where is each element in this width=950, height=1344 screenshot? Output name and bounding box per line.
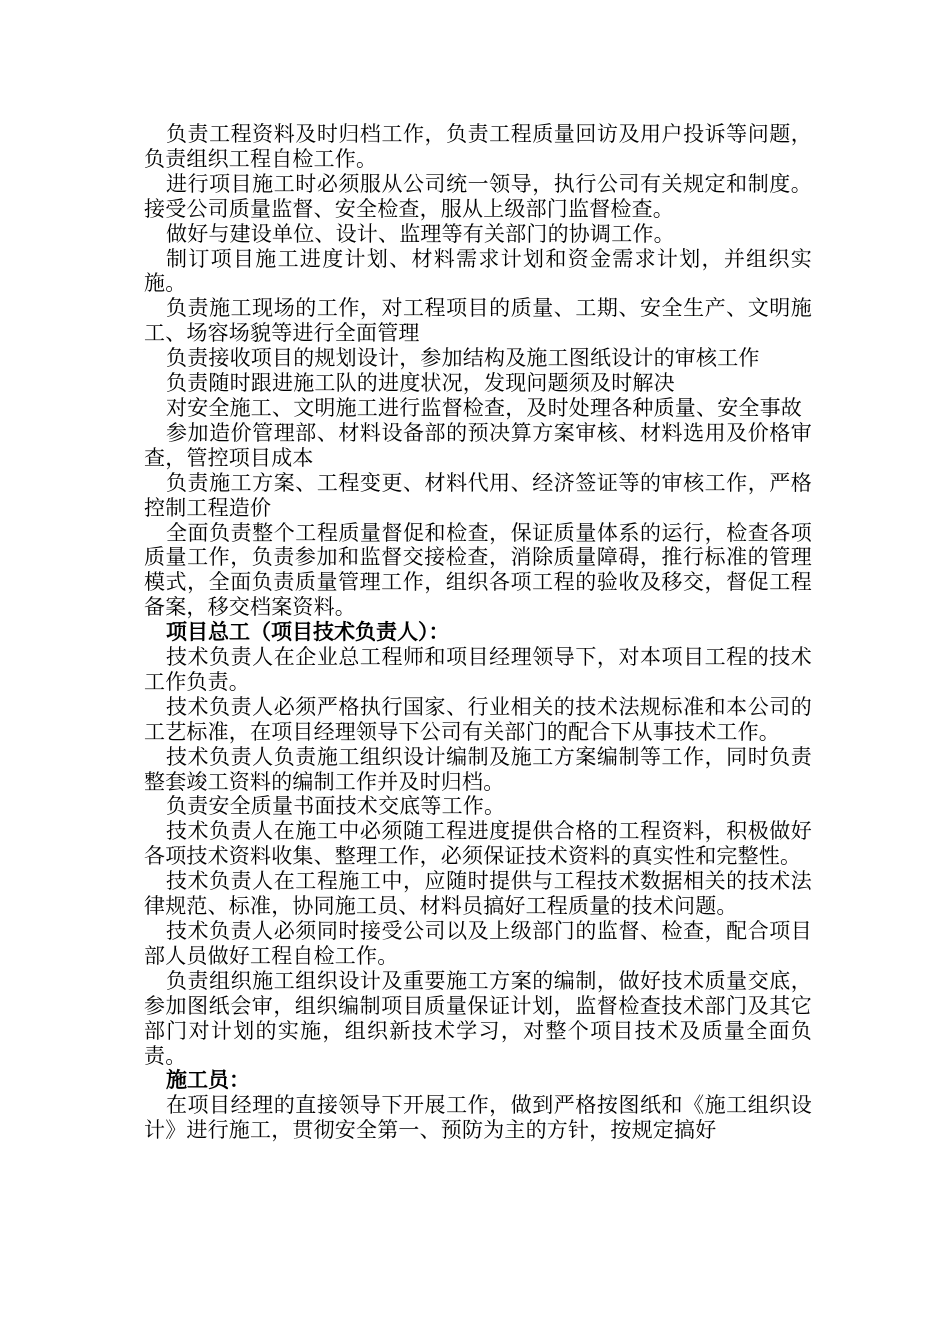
paragraph: 进行项目施工时必须服从公司统一领导，执行公司有关规定和制度。接受公司质量监督、安全检查，服从上级部门监督检查。: [144, 171, 812, 221]
paragraph: 负责随时跟进施工队的进度状况，发现问题须及时解决: [166, 371, 675, 396]
paragraph: 负责接收项目的规划设计，参加结构及施工图纸设计的审核工作: [166, 346, 760, 371]
paragraph: 技术负责人在企业总工程师和项目经理领导下，对本项目工程的技术工作负责。: [144, 645, 812, 694]
section-heading-chief-engineer: 项目总工（项目技术负责人）：: [166, 620, 450, 645]
paragraph: 参加造价管理部、材料设备部的预决算方案审核、材料选用及价格审查，管控项目成本: [144, 420, 812, 470]
paragraph: 技术负责人在施工中必须随工程进度提供合格的工程资料，积极做好各项技术资料收集、整理工作，必须保证技术资料的真实性和完整性。: [144, 819, 812, 869]
paragraph: 技术负责人负责施工组织设计编制及施工方案编制等工作，同时负责整套竣工资料的编制工作并及时归档。: [144, 744, 812, 794]
paragraph: 负责安全质量书面技术交底等工作。: [166, 794, 506, 819]
document-page: [144, 122, 812, 1143]
paragraph: 负责工程资料及时归档工作，负责工程质量回访及用户投诉等问题，负责组织工程自检工作。: [144, 122, 812, 171]
paragraph: 对安全施工、文明施工进行监督检查，及时处理各种质量、安全事故: [166, 395, 802, 420]
paragraph: 全面负责整个工程质量督促和检查，保证质量体系的运行，检查各项质量工作，负责参加和监督交接检查，消除质量障碍，推行标准的管理模式，全面负责质量管理工作，组织各项工程的验收及移交，督促工程备案，移交档案资料。: [144, 520, 812, 620]
paragraph: 负责施工方案、工程变更、材料代用、经济签证等的审核工作，严格控制工程造价: [144, 470, 812, 520]
paragraph: 技术负责人必须同时接受公司以及上级部门的监督、检查，配合项目部人员做好工程自检工作。: [144, 919, 812, 968]
paragraph: 负责组织施工组织设计及重要施工方案的编制，做好技术质量交底，参加图纸会审，组织编制项目质量保证计划，监督检查技术部门及其它部门对计划的实施，组织新技术学习，对整个项目技术及质量全面负责。: [144, 968, 812, 1068]
paragraph: 制订项目施工进度计划、材料需求计划和资金需求计划，并组织实施。: [144, 246, 812, 296]
section-heading-construction-worker: 施工员：: [166, 1068, 250, 1093]
paragraph: 负责施工现场的工作，对工程项目的质量、工期、安全生产、文明施工、场容场貌等进行全面管理: [144, 296, 812, 346]
paragraph: 做好与建设单位、设计、监理等有关部门的协调工作。: [166, 221, 675, 246]
paragraph: 技术负责人在工程施工中，应随时提供与工程技术数据相关的技术法律规范、标准，协同施工员、材料员搞好工程质量的技术问题。: [144, 869, 812, 919]
paragraph: 技术负责人必须严格执行国家、行业相关的技术法规标准和本公司的工艺标准，在项目经理领导下公司有关部门的配合下从事技术工作。: [144, 694, 812, 744]
paragraph: 在项目经理的直接领导下开展工作，做到严格按图纸和《施工组织设计》进行施工，贯彻安全第一、预防为主的方针，按规定搞好: [144, 1093, 812, 1143]
